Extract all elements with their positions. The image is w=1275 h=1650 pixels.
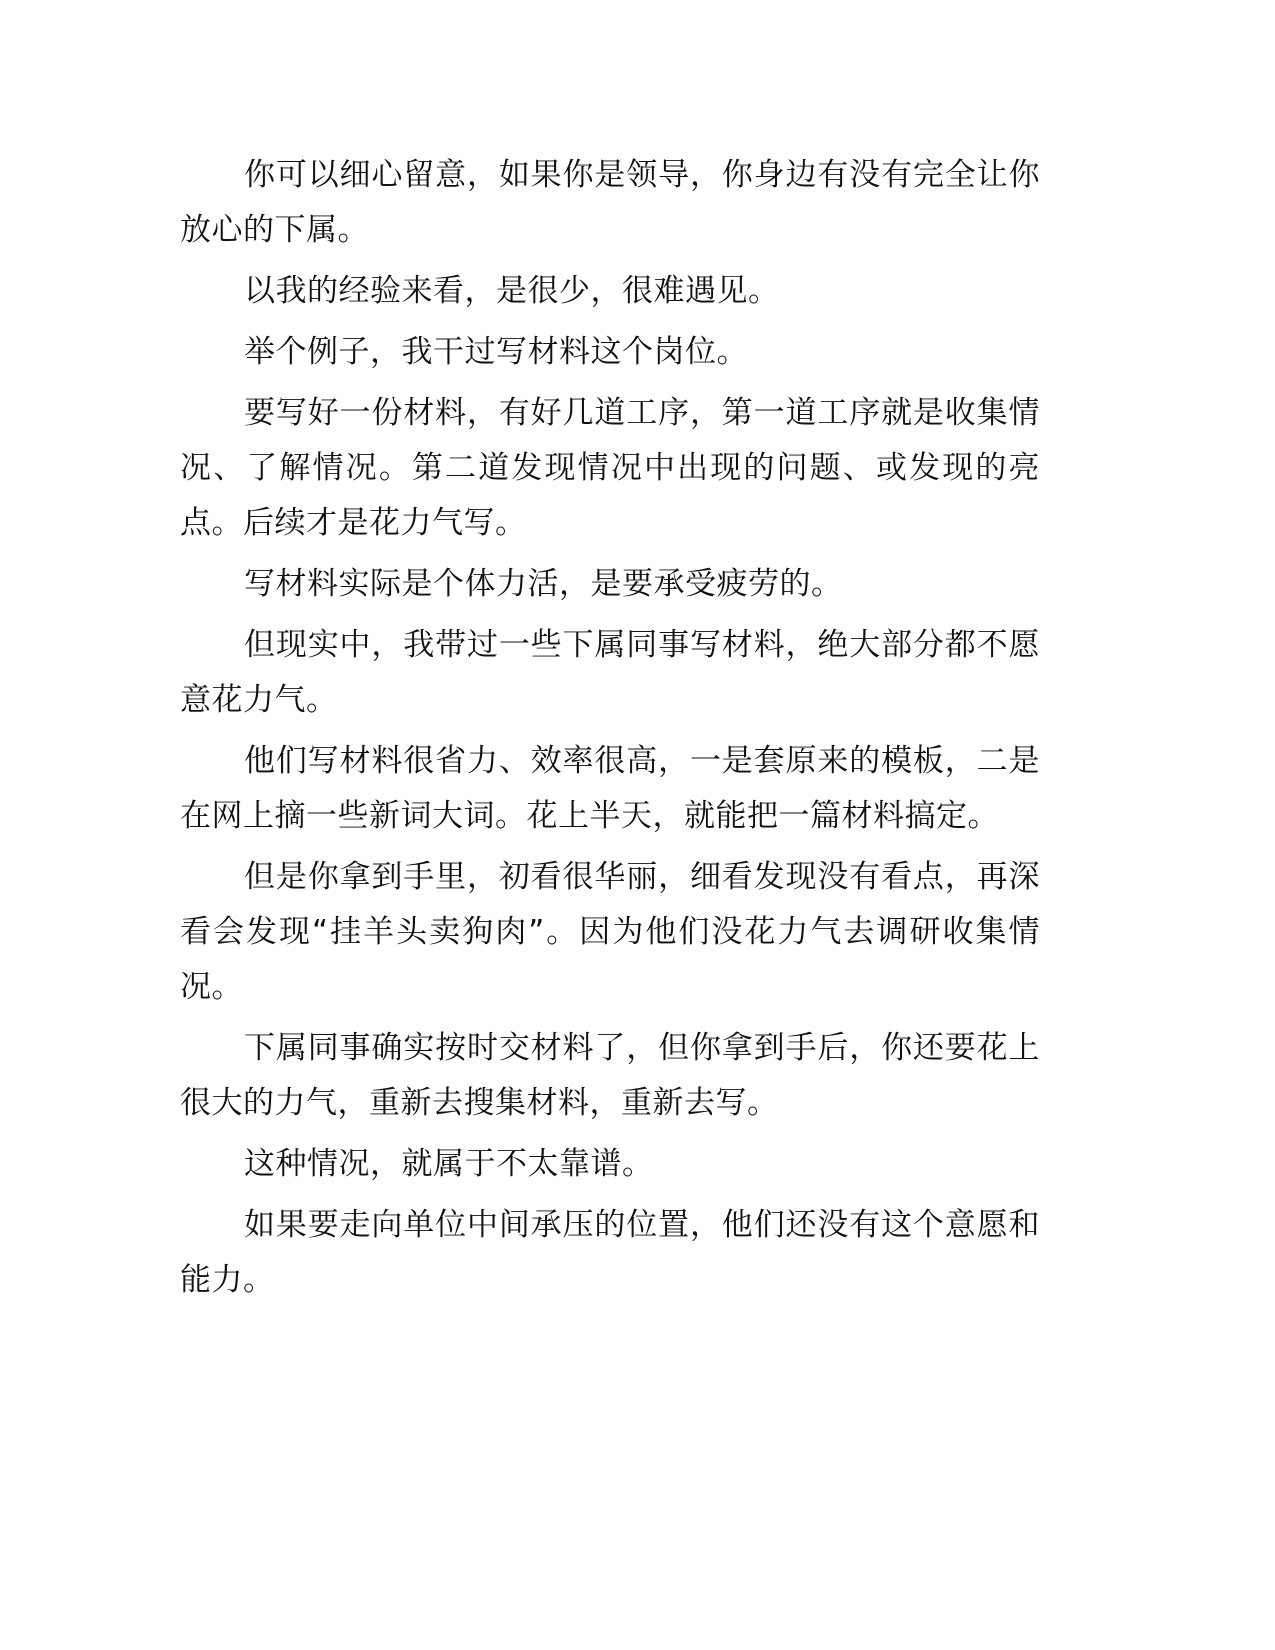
paragraph: 他们写材料很省力、效率很高，一是套原来的模板，二是在网上摘一些新词大词。花上半天，就能把一篇材料搞定。 [180,743,1040,834]
paragraph: 下属同事确实按时交材料了，但你拿到手后，你还要花上很大的力气，重新去搜集材料，重新去写。 [180,1030,1040,1121]
document-body [180,148,1040,1314]
paragraph: 这种情况，就属于不太靠谱。 [244,1146,654,1182]
paragraph: 你可以细心留意，如果你是领导，你身边有没有完全让你放心的下属。 [180,157,1040,248]
paragraph: 但现实中，我带过一些下属同事写材料，绝大部分都不愿意花力气。 [180,627,1040,718]
paragraph: 写材料实际是个体力活，是要承受疲劳的。 [244,566,843,602]
paragraph: 如果要走向单位中间承压的位置，他们还没有这个意愿和能力。 [180,1207,1040,1298]
paragraph: 要写好一份材料，有好几道工序，第一道工序就是收集情况、了解情况。第二道发现情况中出现的问题、或发现的亮点。后续才是花力气写。 [180,395,1040,541]
paragraph: 以我的经验来看，是很少，很难遇见。 [244,273,780,309]
paragraph: 但是你拿到手里，初看很华丽，细看发现没有看点，再深看会发现“挂羊头卖狗肉”。因为他们没花力气去调研收集情况。 [180,859,1040,1005]
paragraph: 举个例子，我干过写材料这个岗位。 [244,334,748,370]
